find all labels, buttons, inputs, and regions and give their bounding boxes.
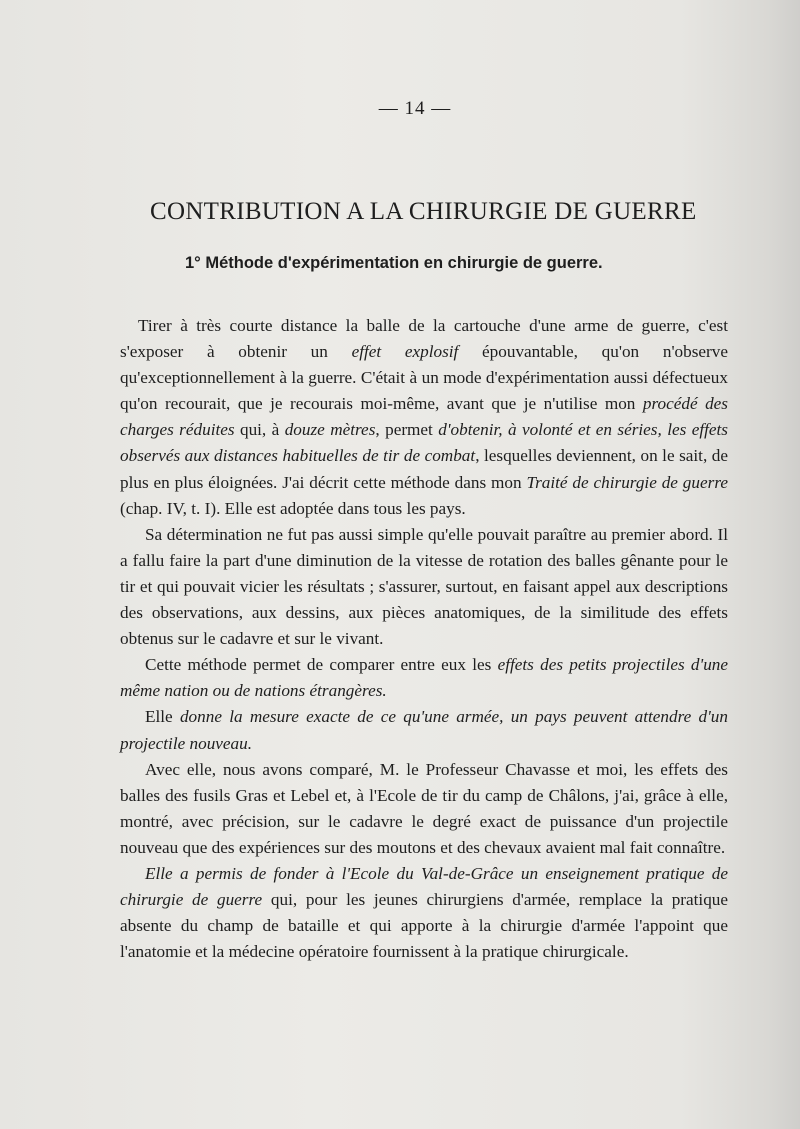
section-heading: 1° Méthode d'expérimentation en chirurgie de guerre. <box>185 254 603 272</box>
italic-text: douze mètres <box>284 420 376 440</box>
italic-text: donne la mesure exacte de ce qu'une armée, un pays peuvent attendre d'un projectile nouveau. <box>120 707 728 753</box>
text-run: , permet <box>375 420 439 440</box>
text-run: (chap. IV, t. I). Elle est adoptée dans tous les pays. <box>120 498 466 518</box>
page-number: — 14 — <box>378 98 452 119</box>
text-run: Elle <box>145 707 180 727</box>
paragraph <box>120 704 728 756</box>
text-run: Sa détermination ne fut pas aussi simple qu'elle pouvait paraître au premier abord. Il a fallu faire la part d'une diminution de la vitesse de rotation des balles gênante pour le tir et qui pouvait vicier les résultats ; s'assurer, surtout, en faisant appel aux descriptions des observations, aux dessins, aux pièces anatomiques, de la similitude des effets obtenus sur le cadavre et sur le vivant. <box>120 524 728 649</box>
text-run: qui, à <box>234 420 285 440</box>
text-run: , lesquelles deviennent, on le sait, de plus en plus éloignées. J'ai décrit cette méthode dans mon <box>120 446 728 492</box>
chapter-title: CONTRIBUTION A LA CHIRURGIE DE GUERRE <box>150 198 697 225</box>
italic-text: effet explosif <box>351 342 459 362</box>
text-run: Tirer à très courte distance la balle de la cartouche d'une arme de guerre, c'est s'exposer à obtenir un <box>120 316 728 362</box>
text-run: Cette méthode permet de comparer entre eux les <box>145 655 498 675</box>
text-run: qui, pour les jeunes chirurgiens d'armée, remplace la pratique absente du champ de bataille et qui apporte à la chirurgie d'armée l'appoint que l'anatomie et la médecine opératoire fournissent à la pratique chirurgicale. <box>120 890 729 962</box>
paragraph <box>120 313 728 522</box>
paragraph <box>120 522 728 652</box>
italic-text: Traité de chirurgie de guerre <box>526 472 728 492</box>
text-run: Avec elle, nous avons comparé, M. le Professeur Chavasse et moi, les effets des balles des fusils Gras et Lebel et, à l'Ecole de tir du camp de Châlons, j'ai, grâce à elle, montré, avec précision, sur le cadavre le degré exact de puissance d'un projectile nouveau que des expériences sur des moutons et des chevaux avaient mal fait connaître. <box>120 759 728 857</box>
italic-text: d'obtenir, à volonté et en séries, les effets observés aux distances habituelles de tir de combat <box>120 420 728 466</box>
text-run: épouvantable, qu'on n'observe qu'exceptionnellement à la guerre. C'était à un mode d'expérimentation aussi défectueux qu'on recourait, que je recourais moi-même, avant que je n'utilise mon <box>120 342 728 414</box>
paragraph <box>120 652 728 704</box>
italic-text: effets des petits projectiles d'une même nation ou de nations étrangères. <box>120 655 729 701</box>
italic-text: Elle a permis de fonder à l'Ecole du Val-de-Grâce un enseignement pratique de chirurgie de guerre <box>120 863 728 910</box>
paragraph <box>120 757 728 861</box>
body-text <box>120 313 728 965</box>
italic-text: procédé des charges réduites <box>120 394 728 440</box>
paragraph <box>120 861 728 965</box>
